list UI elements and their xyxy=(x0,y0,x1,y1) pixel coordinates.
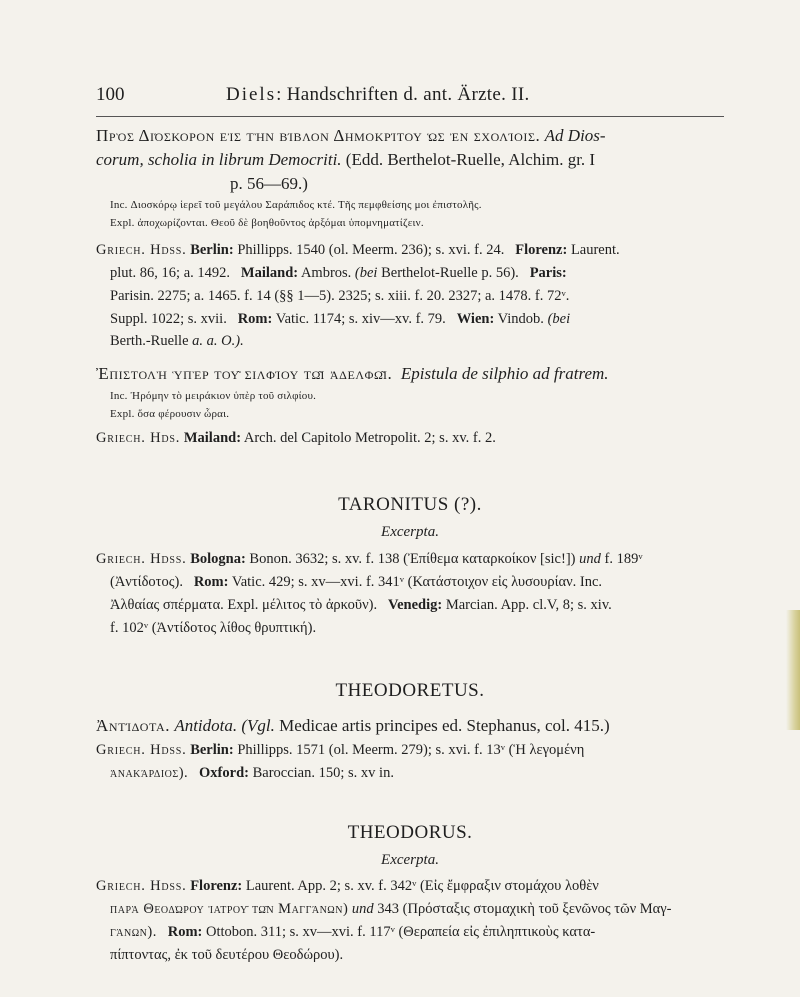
silphio-title-line: Ἐπιστολὴ ὑπὲρ τοῦ σιλφίου τῷ ἀδελφῷ. Epistula de silphio ad fratrem. xyxy=(96,364,609,383)
silphio-incipit: Inc. Ἠρόμην τὸ μειράκιον ὑπὲρ τοῦ σιλφίου. xyxy=(110,390,317,402)
theodoretus-mss-line-2: ἀνακάρδιος). Oxford: Baroccian. 150; s. xv in. xyxy=(110,765,394,781)
theodorus-heading: THEODORUS. xyxy=(347,822,473,843)
page-edge-stain xyxy=(786,610,800,730)
silphio-explicit: Expl. ὅσα φέρουσιν ὧραι. xyxy=(110,408,230,420)
running-header xyxy=(96,84,724,110)
theodorus-line-2: παρὰ Θεοδώρου ἰατροῦ τῶν Μαγγάνων) und 343 (Πρόσταξις στομαχικὴ τοῦ ξενῶνος τῶν Μαγ- xyxy=(110,901,672,917)
diosc-mss-line-4: Suppl. 1022; s. xvii. Rom: Vatic. 1174; s. xiv—xv. f. 79. Wien: Vindob. (bei xyxy=(110,311,571,327)
diosc-mss-line-1: Griech. Hdss. Berlin: Phillipps. 1540 (ol. Meerm. 236); s. xvi. f. 24. Florenz: Laurent. xyxy=(96,242,620,258)
theodorus-subheading: Excerpta. xyxy=(381,852,439,868)
taronitus-line-3: Ἀλθαίας σπέρματα. Expl. μέλιτος τὸ ἀρκοῦν). Venedig: Marcian. App. cl.V, 8; s. xiv. xyxy=(110,597,612,613)
diosc-mss-line-5: Berth.-Ruelle a. a. O.). xyxy=(110,333,244,349)
theodoretus-heading: THEODORETUS. xyxy=(335,680,485,701)
theodorus-line-4: πίπτοντας, ἐκ τοῦ δευτέρου Θεοδώρου). xyxy=(110,947,344,963)
silphio-mss-line: Griech. Hds. Mailand: Arch. del Capitolo Metropolit. 2; s. xv. f. 2. xyxy=(96,430,496,446)
running-title: Diels: Handschriften d. ant. Ärzte. II. xyxy=(226,84,530,105)
taronitus-heading: TARONITUS (?). xyxy=(338,494,482,515)
theodoretus-mss-line-1: Griech. Hdss. Berlin: Phillipps. 1571 (ol. Meerm. 279); s. xvi. f. 13ᵛ (Ἡ λεγομένη xyxy=(96,742,585,758)
diosc-mss-line-3: Parisin. 2275; a. 1465. f. 14 (§§ 1—5). 2325; s. xiii. f. 20. 2327; a. 1478. f. 72ᵛ. xyxy=(110,288,570,304)
diosc-title-line-3: p. 56—69.) xyxy=(230,174,308,193)
diosc-explicit: Expl. ἀποχωρίζονται. Θεοῦ δὲ βοηθοῦντος ἀρξόμαι ὑπομνηματίζειν. xyxy=(110,217,424,229)
diosc-mss-line-2: plut. 86, 16; a. 1492. Mailand: Ambros. (bei Berthelot-Ruelle p. 56). Paris: xyxy=(110,265,567,281)
diosc-title-line-2: corum, scholia in librum Democriti. (Edd. Berthelot-Ruelle, Alchim. gr. I xyxy=(96,150,596,169)
taronitus-line-2: (Ἀντίδοτος). Rom: Vatic. 429; s. xv—xvi. f. 341ᵛ (Κατάστοιχον εἰς λυσουρίαν. Inc. xyxy=(110,574,603,590)
theodoretus-title-line: Ἀντίδοτα. Antidota. (Vgl. Medicae artis principes ed. Stephanus, col. 415.) xyxy=(96,716,610,735)
diosc-incipit: Inc. Διοσκόρῳ ἱερεῖ τοῦ μεγάλου Σαράπιδος κτέ. Τῆς πεμφθείσης μοι ἐπιστολῆς. xyxy=(110,199,482,211)
taronitus-subheading: Excerpta. xyxy=(381,524,439,540)
theodorus-line-1: Griech. Hdss. Florenz: Laurent. App. 2; s. xv. f. 342ᵛ (Εἰς ἔμφραξιν στομάχου λοθὲν xyxy=(96,878,599,894)
theodorus-line-3: γάνων). Rom: Ottobon. 311; s. xv—xvi. f. 117ᵛ (Θεραπεία εἰς ἐπιληπτικοὺς κατα- xyxy=(110,924,596,940)
page-number: 100 xyxy=(96,84,125,105)
diosc-title-line: Πρὸς Διόσκορον εἰς τὴν βίβλον Δημοκρίτου ὡς ἐν σχολίοις. Ad Dios- xyxy=(96,126,606,145)
taronitus-line-4: f. 102ᵛ (Ἀντίδοτος λίθος θρυπτική). xyxy=(110,620,317,636)
taronitus-line-1: Griech. Hdss. Bologna: Bonon. 3632; s. xv. f. 138 (Ἐπίθεμα καταρκοίκον [sic!]) und f. 189ᵛ xyxy=(96,551,643,567)
header-rule xyxy=(96,116,724,117)
